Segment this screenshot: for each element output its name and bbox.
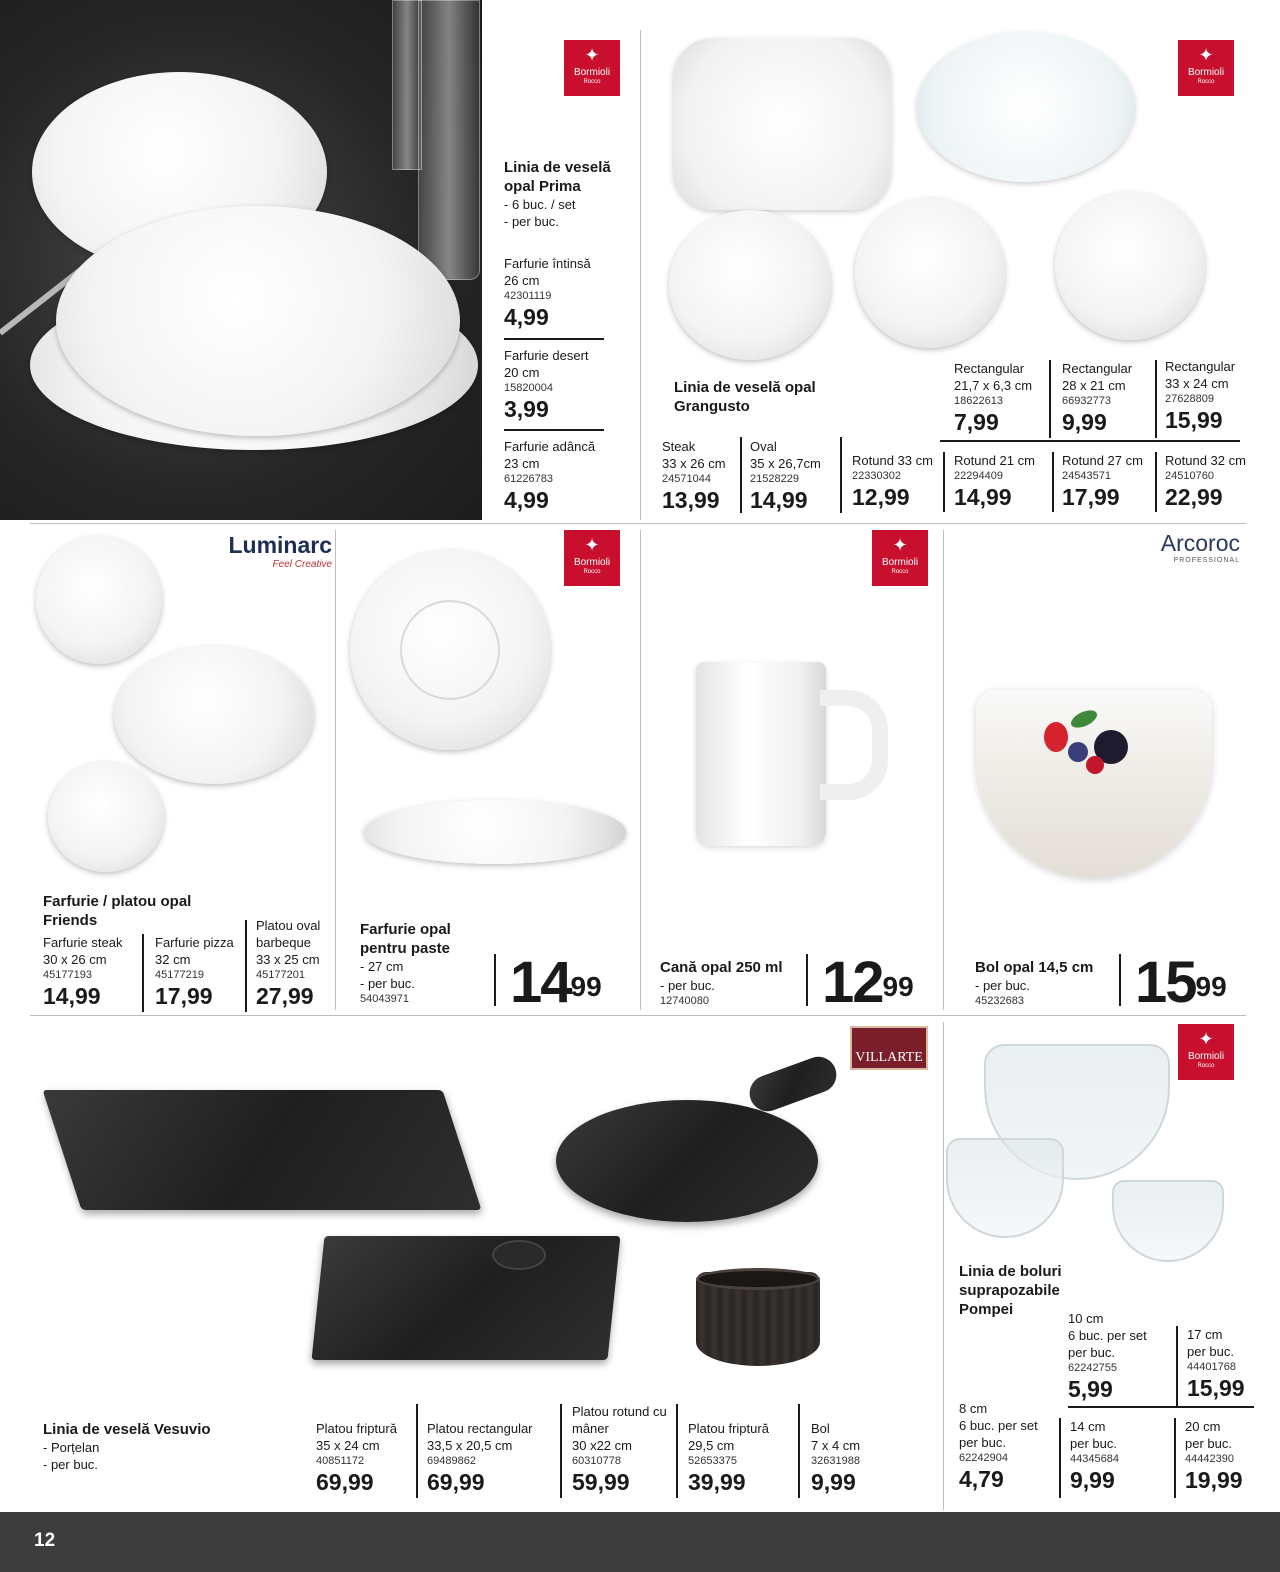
product-title: Linia de veselă opal Prima [504, 159, 611, 195]
ramekin-rim [696, 1268, 820, 1290]
grangusto-photo [645, 20, 1165, 350]
berry-icon [1044, 722, 1068, 752]
product-title: Linia de boluri suprapozabile Pompei [959, 1263, 1062, 1318]
divider [1174, 1418, 1176, 1498]
prima-photo [0, 0, 482, 520]
product-title: Farfurie opal pentru paste [360, 921, 451, 957]
divider [840, 437, 842, 513]
pompei-item: 20 cm per buc. 44442390 19,99 [1185, 1419, 1243, 1493]
column-separator [640, 30, 641, 520]
friends-item: Farfurie pizza 32 cm 45177219 17,99 [155, 935, 234, 1009]
column-separator [943, 530, 944, 1010]
wine-glass [392, 0, 422, 170]
pompei-item: 10 cm 6 buc. per set per buc. 62242755 5,99 [1068, 1311, 1147, 1402]
pasta-plate-side [364, 800, 626, 864]
slate-rectangular-tray [43, 1090, 482, 1210]
prima-item: Farfurie adâncă 23 cm 61226783 4,99 [504, 439, 596, 513]
star-icon: ✦ [892, 535, 908, 555]
product-detail: - 6 buc. / set [504, 197, 576, 212]
grangusto-item: Rotund 33 cm 22330302 12,99 [852, 453, 933, 510]
star-icon: ✦ [1198, 45, 1214, 65]
grangusto-item: Rotund 27 cm 24543571 17,99 [1062, 453, 1143, 510]
oval-platter [917, 32, 1135, 182]
divider [504, 338, 604, 340]
bormioli-logo: ✦ Bormioli Rocco [1178, 40, 1234, 96]
divider [1119, 954, 1121, 1006]
divider [940, 440, 1240, 442]
plate-friends-2 [114, 646, 314, 784]
divider [943, 452, 945, 512]
divider [1155, 360, 1157, 438]
vesuvio-item: Platou rectangular 33,5 x 20,5 cm 69489862 69,99 [427, 1421, 533, 1495]
grangusto-item: Rectangular 28 x 21 cm 66932773 9,99 [1062, 361, 1133, 435]
berry-icon [1086, 756, 1104, 774]
divider [504, 429, 604, 431]
mug-body [696, 662, 826, 846]
divider [740, 437, 742, 513]
luminarc-logo: Luminarc Feel Creative [228, 532, 332, 570]
cana-info: Cană opal 250 ml - per buc. 12740080 [660, 958, 800, 1009]
grangusto-item: Rectangular 21,7 x 6,3 cm 18622613 7,99 [954, 361, 1033, 435]
product-detail: - per buc. [504, 214, 559, 229]
product-title: Bol opal 14,5 cm [975, 959, 1094, 976]
bormioli-logo: ✦ Bormioli Rocco [872, 530, 928, 586]
divider [245, 920, 247, 1012]
price-big: $15^{99}$ [1135, 950, 1227, 1015]
pompei-item: 14 cm per buc. 44345684 9,99 [1070, 1419, 1119, 1493]
divider [806, 954, 808, 1006]
slate-round-paddle [556, 1100, 818, 1222]
product-title: Farfurie / platou opal Friends [43, 893, 192, 929]
vesuvio-item: Platou friptură 35 x 24 cm 40851172 69,99 [316, 1421, 397, 1495]
divider [1176, 1326, 1178, 1406]
product-title: Cană opal 250 ml [660, 959, 783, 976]
drinking-glass [418, 0, 480, 280]
arcoroc-logo: Arcoroc PROFESSIONAL [1160, 530, 1240, 564]
glass-bowl-medium [946, 1138, 1064, 1238]
page-number: 12 [34, 1530, 56, 1551]
pompei-item: 17 cm per buc. 44401768 15,99 [1187, 1327, 1245, 1401]
paste-info: Farfurie opal pentru paste - 27 cm - per buc. 54043971 [360, 920, 490, 1007]
plate-friends-3 [48, 762, 164, 872]
vesuvio-item: Platou rotund cu mâner 30 x22 cm 60310778 59,99 [572, 1404, 667, 1495]
divider [494, 954, 496, 1006]
product-title: Linia de veselă opal Grangusto [674, 379, 816, 415]
bol-info: Bol opal 14,5 cm - per buc. 45232683 [975, 958, 1115, 1009]
divider [142, 934, 144, 1012]
slate-tray-dip [492, 1240, 546, 1270]
vesuvio-item: Platou friptură 29,5 cm 52653375 39,99 [688, 1421, 769, 1495]
bormioli-logo: ✦ Bormioli Rocco [564, 40, 620, 96]
divider [1052, 452, 1054, 512]
mug-handle [820, 690, 888, 800]
star-icon: ✦ [584, 45, 600, 65]
divider [1049, 360, 1051, 438]
friends-item: Platou oval barbeque 33 x 25 cm 45177201 27,99 [256, 918, 321, 1009]
vesuvio-info: Linia de veselă Vesuvio - Porțelan - per buc. [43, 1420, 243, 1473]
star-icon: ✦ [584, 535, 600, 555]
divider [1068, 1406, 1254, 1408]
prima-item: Farfurie desert 20 cm 15820004 3,99 [504, 348, 589, 422]
divider [798, 1404, 800, 1498]
divider [676, 1404, 678, 1498]
pompei-item: 8 cm 6 buc. per set per buc. 62242904 4,79 [959, 1401, 1038, 1492]
column-separator [335, 530, 336, 1010]
divider [1155, 452, 1157, 512]
round-plate-21 [855, 198, 1005, 348]
grangusto-item: Rotund 32 cm 24510760 22,99 [1165, 453, 1246, 510]
row-separator [30, 523, 1246, 524]
grangusto-item: Oval 35 x 26,7cm 21528229 14,99 [750, 439, 821, 513]
divider [1059, 1418, 1061, 1498]
villarte-logo: VILLARTE [850, 1026, 928, 1070]
friends-item: Farfurie steak 30 x 26 cm 45177193 14,99 [43, 935, 123, 1009]
bormioli-logo: ✦ Bormioli Rocco [1178, 1024, 1234, 1080]
price-big: $12^{99}$ [822, 950, 914, 1015]
slate-steak-tray [311, 1236, 620, 1360]
plate-deep [56, 206, 460, 436]
plate-friends-1 [36, 536, 162, 664]
grangusto-item: Rectangular 33 x 24 cm 27628809 15,99 [1165, 359, 1236, 433]
divider [560, 1404, 562, 1498]
star-icon: ✦ [1198, 1029, 1214, 1049]
column-separator [640, 530, 641, 1010]
round-plate-33 [669, 210, 831, 360]
rect-platter [673, 38, 891, 210]
prima-info [504, 158, 614, 230]
row-separator [30, 1015, 1246, 1016]
price-big: $14^{99}$ [510, 950, 602, 1015]
grangusto-item: Rotund 21 cm 22294409 14,99 [954, 453, 1035, 510]
bormioli-logo: ✦ Bormioli Rocco [564, 530, 620, 586]
round-plate-27 [1055, 192, 1205, 340]
vesuvio-item: Bol 7 x 4 cm 32631988 9,99 [811, 1421, 861, 1495]
product-title: Linia de veselă Vesuvio [43, 1421, 211, 1438]
page-footer [0, 1512, 1280, 1572]
column-separator [943, 1022, 944, 1510]
grangusto-item: Steak 33 x 26 cm 24571044 13,99 [662, 439, 726, 513]
prima-item: Farfurie întinsă 26 cm 42301119 4,99 [504, 256, 591, 330]
glass-bowl-small [1112, 1180, 1224, 1262]
berry-icon [1068, 742, 1088, 762]
slate-paddle-handle [745, 1052, 842, 1117]
divider [416, 1404, 418, 1498]
pasta-plate-well [400, 600, 500, 700]
